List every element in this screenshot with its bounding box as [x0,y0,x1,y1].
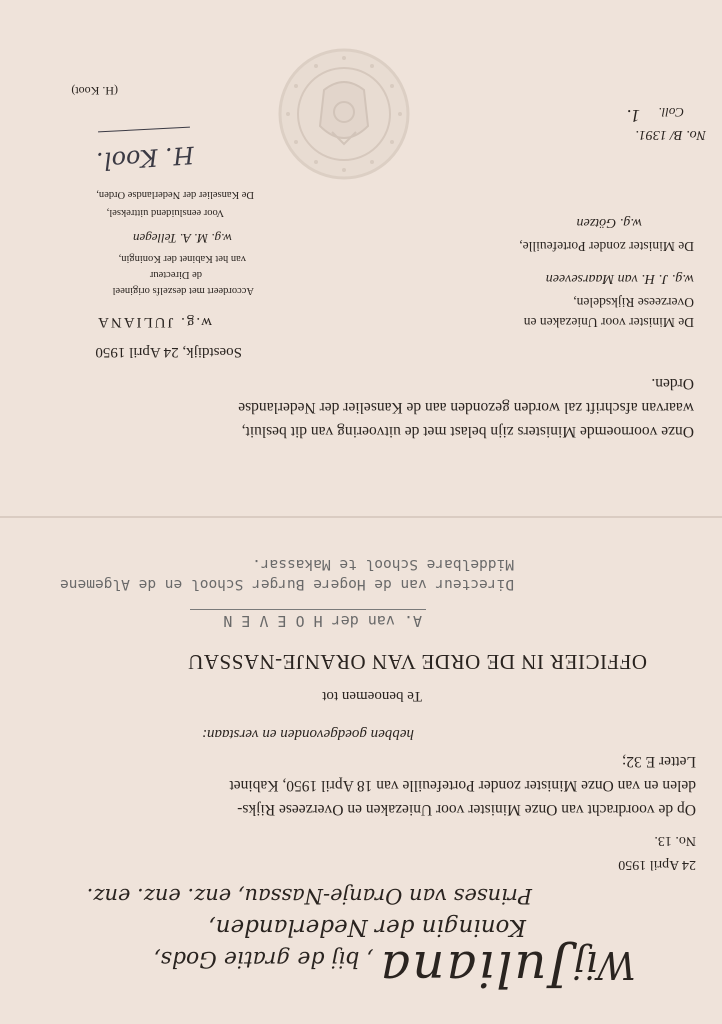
header-wij: Wij [573,943,636,987]
minister1-line-c: w.g. J. H. van Maarseveen [545,271,694,286]
minister1-line-a: De Minister voor Uniezaken en [523,315,694,330]
decree-date: 24 April 1950 [618,857,696,872]
preamble-line-3: Letter E 32; [621,753,696,770]
ref-number: No. B/ 1391. [635,127,706,142]
certified-line-1: Accordeert met deszelfs origineel [112,285,254,296]
header-grace: , bij de gratie Gods, [153,946,374,971]
certified-line-3: van het Kabinet der Koningin, [118,253,246,264]
considered-clause: hebben goedgevonden en verstaan: [201,726,414,742]
minister2-line-b: w.g. Götzen [576,215,642,230]
appointee-underline [190,609,426,610]
minister1-line-b: Overzeese Rijksdelen, [573,295,694,310]
queen-signature: w.g. JULIANA [96,314,212,330]
koot-signature-stroke [98,127,190,133]
certified-line-2: de Directeur [149,269,202,280]
extract-line-2: De Kanselier der Nederlandse Orden, [96,189,254,200]
appointee-title-line-1: Directeur van de Hogere Burger School en de Algemene [60,576,514,592]
certified-line-4: w.g. M. A. Tellegen [132,231,232,246]
preamble-line-1: Op de voordracht van Onze Minister voor Uniezaken en Overzeese Rijks- [237,801,696,818]
header-line-3: Prinses van Oranje-Nassau, enz. enz. enz. [86,884,532,908]
minister2-line-a: De Minister zonder Portefeuille, [519,239,694,254]
embossed-seal [276,42,412,182]
seal-emblem-icon [276,46,412,182]
extract-line-1: Voor eensluidend uittreksel, [106,207,224,218]
header-line-1 [154,940,636,998]
closing-line-2: waarvan afschrift zal worden gezonden aan de Kanselier der Nederlandse [238,399,694,416]
closing-line-1: Onze voornoemde Ministers zijn belast met de uitvoering van dit besluit, [241,423,694,440]
appoint-clause: Te benoemen tot [322,688,422,704]
header-juliana: Juliana [378,940,569,998]
decree-number: No. 13. [654,833,696,848]
preamble-line-2: delen en van Onze Minister zonder Portefeuille van 18 April 1950, Kabinet [229,777,696,794]
paper-fold [0,516,722,518]
ref-coll-value: 1. [626,106,640,126]
koot-name: (H. Koot) [71,84,118,98]
appointee-name: A. van der H O E V E N [223,612,422,630]
koot-handwritten-signature: H. Kool. [95,140,195,176]
ref-coll: Coll. [658,105,684,120]
closing-line-3: Orden. [651,375,694,392]
place-date: Soestdijk, 24 April 1950 [95,344,242,360]
header-line-2: Koningin der Nederlanden, [208,914,526,940]
appointee-title-line-2: Middelbare School te Makassar. [252,556,514,572]
order-title: OFFICIER IN DE ORDE VAN ORANJE-NASSAU [187,650,647,674]
